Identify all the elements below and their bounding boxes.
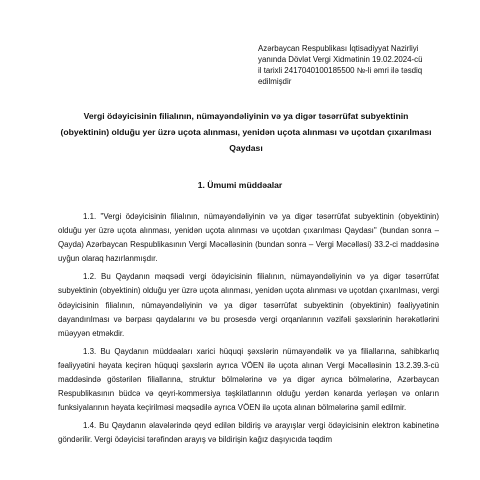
approval-line: yanında Dövlət Vergi Xidmətinin 19.02.2024-cü (258, 55, 423, 64)
paragraph-1-2: 1.2. Bu Qaydanın məqsədi vergi ödəyicisinin filialının, nümayəndəliyinin və ya digər təsərrüfat subyektinin (obyektinin) olduğu yer üzrə uçota alınması, yenidən uçota alınması və uçotdan çıxarılması, vergi ödəyicisinin filialının, nümayəndəliyinin və ya digər təsərrüfat subyektinin (obyektinin) fəaliyyətinin dayandırılması və bərpası qaydalarını və bu prosesdə vergi orqanlarının vəzifəli şəxslərinin hərəkətlərini müəyyən etməkdir. (58, 272, 439, 338)
section-heading: 1. Ümumi müddəalar (197, 180, 283, 190)
approval-line: il tarixli 2417040100185500 №-li əmri ilə təsdiq (258, 66, 423, 75)
approval-line: edilmişdir (258, 77, 292, 86)
document-body (58, 210, 439, 452)
approval-line: Azərbaycan Respublikası İqtisadiyyat Nazirliyi (258, 44, 419, 53)
approval-note (258, 43, 468, 87)
paragraph-1-4: 1.4. Bu Qaydanın əlavələrində qeyd edilən bildiriş və arayışlar vergi ödəyicisinin elektron kabinetinə göndərilir. Vergi ödəyicisi tərəfindən arayış və bildirişin kağız daşıyıcıda təqdim (58, 421, 439, 445)
paragraph-1-1: 1.1. "Vergi ödəyicisinin filialının, nümayəndəliyinin və ya digər təsərrüfat subyektinin (obyektinin) olduğu yer üzrə uçota alınması, yenidən uçota alınması və uçotdan çıxarılması Qaydası" (bundan sonra – Qayda) Azərbaycan Respublikasının Vergi Məcəlləsinin (bundan sonra – Vergi Məcəlləsi) 33.2-ci maddəsinə uyğun olaraq hazırlanmışdır. (58, 212, 439, 264)
paragraph-1-3: 1.3. Bu Qaydanın müddəaları xarici hüquqi şəxslərin nümayəndəlik və ya filiallarına, sahibkarlıq fəaliyyətini həyata keçirən hüquqi şəxslərin ayrıca VÖEN ilə uçota alınan Vergi Məcəlləsinin 13.2.39.3-cü maddəsində göstərilən filiallarına, struktur bölmələrinə və ya digər ayrıca bölmələrinə, Azərbaycan Respublikasının büdcə və qeyri-kommersiya təşkilatlarının olduğu yerdən kənarda yerləşən və onların funksiyalarının həyata keçirilməsi məqsədilə ayrıca VÖEN ilə uçota alınan bölmələrinə şamil edilmir. (58, 346, 439, 413)
document-title: Vergi ödəyicisinin filialının, nümayəndəliyinin və ya digər təsərrüfat subyektinin (obyektinin) olduğu yer üzrə uçota alınması, yenidən uçota alınması və uçotdan çıxarılması Qaydası (60, 111, 432, 153)
